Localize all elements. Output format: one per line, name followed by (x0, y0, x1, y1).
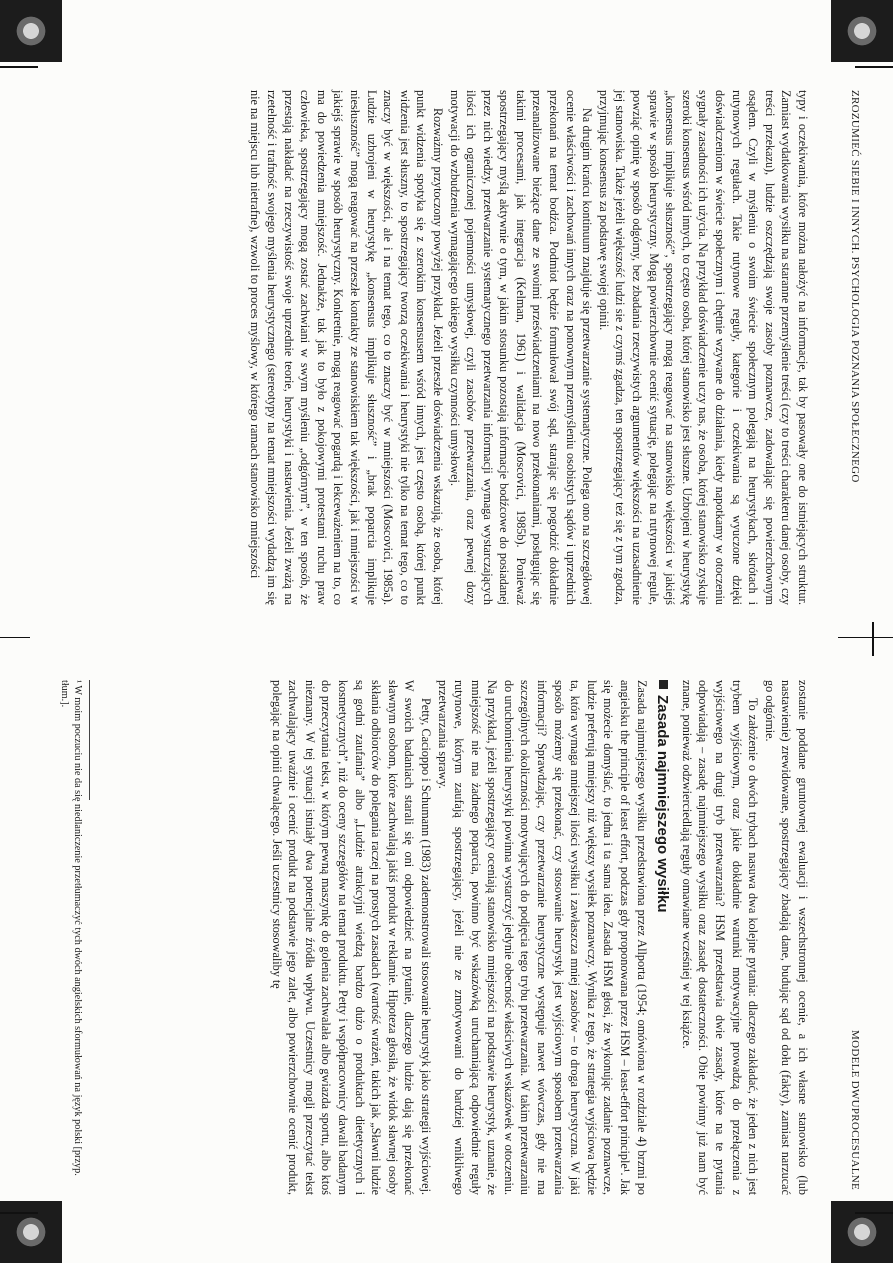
paragraph: To założenie o dwóch trybach nasuwa dwa kolejne pytania: dlaczego zakładać, że jeden z nich jest trybem wyjściowym, oraz jakie dokładnie warunki motywacyjne prowadzą do przełączenia z wyjściowego na drugi tryb przetwarzania? HSM przedstawia dwie zasady, które na te pytania odpowiadają – zasadę najmniejszego wysiłku oraz zasadę dostateczności. Obie powinny już nam być znane, ponieważ odzwierciedlają reguły omawiane wcześniej w tej książce. (679, 680, 761, 1195)
left-page-body (247, 90, 811, 605)
running-header-left: ZROZUMIEĆ SIEBIE I INNYCH. PSYCHOLOGIA POZNANIA SPOŁECZNEGO (849, 90, 861, 483)
paragraph: typy i oczekiwania, które można nałożyć na informacje, tak by pasowały one do istniejących struktur. Zamiast wydatkowania wysiłku na staranne przemyślenie treści (czy to treści charakteru danej osoby, czy treści przekazu), ludzie oszczędzają swoje zasoby poznawcze, zadowalając się powierzchownym osądem. Czyli w myśleniu o swoim świecie społecznym polegają na heurystykach, skrótach i rutynowych regułach. Takie rutynowe reguły, kategorie i oczekiwania są wyuczone dzięki doświadczeniom w świecie społecznym i chętnie wzywane do działania, kiedy napotkamy w otoczeniu sygnały zasadności ich użycia. Na przykład doświadczenie uczy nas, że osoba, której stanowisko zyskuje szeroki konsensus wśród innych, to często osoba, której stanowisko jest słuszne. Uzbrojeni w heurystykę „konsensus implikuje słuszność”, spostrzegający mogą reagować na stanowisko większości w jakiejś sprawie w sposób heurystyczny. Mogą powierzchownie ocenić sytuację, polegając na rutynowej regule, powziąć opinię w sposób odgórny, bez zbadania rzeczywistych argumentów większości na uzasadnienie jej stanowiska. Także jeżeli większość ludzi sie z czymś zgadza, ten spostrzegający też się z tym zgodza, przyjmując konsensus za podstawę swojej opinii. (596, 90, 810, 605)
paragraph: Na drugim krańcu kontinuum znajduje się przetwarzanie systematyczne. Polega ono na szczegółowej ocenie właściwości i zachowań innych oraz na ponownym przemyśleniu osobistych sądów i uprzednich przekonań na temat bodźca. Podmiot będzie formułował swój sąd, starając się pogodzić dokładnie przeanalizowane bieżące dane ze swoimi przeświadczeniami na nowo przekonaniami, posługując się takimi procesami, jak integracja (Kelman, 1961) i walidacja (Moscovici, 1985b). Ponieważ spostrzegający myślą aktywnie o tym, w jakim stosunku pozostają informacje bodźcowe do posiadanej przez nich wiedzy, przetwarzanie systematycznego przetwarzania informacji wymaga wystarczających ilości ich ograniczonej pojemności umysłowej, czyli zasobów przetwarzania, oraz pewnej dozy motywacji do wzbudzenia wymagającego takiego wysiłku czynności umysłowej. (447, 90, 595, 605)
right-book-page (0, 640, 893, 1240)
right-page-body (268, 680, 811, 1195)
paragraph: Petty, Cacioppo i Schumann (1983) zademonstrowali stosowanie heurystyk jako strategii wyjściowej. W swoich badaniach starali się oni odpowiedzieć na pytanie, dlaczego ludzie dają się przekonać sławnym osobom, które zachwalają jakiś produkt w reklamie. Hipoteza głosiła, że widok sławnej osoby skłania odbiorców do polegania raczej na prostych zasadach (wartość wrażeń, takich jak „Sławni ludzie są godni zaufania” albo „Ludzie atrakcyjni wiedzą bardzo dużo o produktach dietetycznych i kosmetycznych”, niż do oceny szczegółów na temat produktu. Petty i współpracownicy dawali badanym do przeczytania tekst, w którym pewną maszynkę do golenia zachwalała albo gwiazda sportu, albo ktoś nieznany. W tej sytuacji istniały dwa potencjalne źródła wpływu. Uczestnicy mogli przeczytać tekst zachwalający uważnie i ocenić produkt na podstawie jego zalet, albo powierzchownie ocenić produkt, polegając na opinii chwalącego. Jeśli uczestnicy stosowaliby tę (269, 680, 433, 1195)
section-heading (654, 680, 671, 1195)
paragraph: zostanie poddane gruntownej ewaluacji i wszechstronnej ocenie, a ich własne stanowisko (lub nastawienie) zrewidowane, spostrzegający zbadają dane, budując sąd od dołu (fakty), zamiast narzucać go odgórnie. (762, 680, 810, 1195)
square-bullet-icon (659, 680, 668, 689)
footnote-text: ¹ W moim poczuciu nie da się niedlaniczenie przetłumaczyć tych dwóch angielskich sformułowań na język polski [przyp. tłum.]. (59, 680, 83, 1176)
footnote-rule (89, 680, 90, 800)
paragraph: Zasada najmniejszego wysiłku przedstawiona przez Allporta (1954; omówiona w rozdziale 4) brzmi po angielsku the principle of least effort, podczas gdy proponowana przez HSM – least-effort principle¹. Jak się możecie domyślać, to jedna i ta sama idea. Zasada HSM głosi, że wykonując zadanie poznawcze, ludzie preferują mniejszy niż większy wysiłek poznawczy. Wynika z tego, że strategia wyjściowa będzie ta, która wymaga mniejszej ilości wysiłku i zawłaszcza mniej zasobów – to droga heurystyczna. W jaki sposób możemy się przekonać, czy stosowanie heurystyk jest wyjściowym sposobem przetwarzania informacji? Sprawdzając, czy przetwarzanie heurystyczne występuje nawet wówczas, gdy nie ma szczególnych okoliczności motywujących do podjęcia tego trybu przetwarzania. W takim przetwarzaniu do uruchomienia heurystyki powinna wystarczyć jedynie obecność właściwych wskazówek w otoczeniu. Na przykład, jeżeli spostrzegający oceniają stanowisko mniejszości na podstawie heurystyk, uznanie, że mniejszość nie ma żadnego poparcia, powinno być wskazówką uruchamiającą odpowiednie reguły rutynowe, którym zaufają spostrzegający, jeżeli nie ze zmotywowani do bardziej wnikliwego przetwarzania sprawy. (435, 680, 649, 1195)
footnote (58, 680, 90, 1195)
running-header-right: MODELE DWUPROCESUALNE (849, 1030, 861, 1190)
left-book-page (0, 20, 893, 620)
section-heading-text: Zasada najmniejszego wysiłku (654, 695, 672, 913)
paragraph: Rozważmy przytoczony powyżej przykład. Jeżeli przeszłe doświadczenia wskazują, że osoba, której punkt widzenia spotyka się z szerokim konsensusem wśród innych, jest często osobą, której punkt widzenia jest słuszny, to spostrzegający tworzą oczekiwania i heurystyki nie tylko na temat tego, co to znaczy być w większości, ale i na temat tego, co to znaczy być w mniejszości (Moscovici, 1985a). Ludzie uzbrojeni w heurystykę „konsensus implikuje słuszność” i „brak poparcia implikuje niesłuszność” mogą reagować na przeszłe kontakty ze stanowiskiem tak większości, jak i mniejszości w jakiejś sprawie w sposób heurystyczny. Konkretnie, mogą reagować pogardą i lekceważeniem na to, co ma do powiedzenia mniejszość. Jednakże, tak jak to było z pokojowymi protestami ruchu praw człowieka, spostrzegający mogą zostać zachwiani w swym myśleniu „odgórnym”, w ten sposób, że przestają nakładać na rzeczywistość swoje uprzednie teorie, heurystyki i nastawienia. Jeżeli zważą na rzetelność i trafność swojego myślenia heurystycznego (stereotypy na temat mniejszości wydadzą im się nie na miejscu lub nietrafne), wzwoli to proces myślowy, w którego ramach stanowisko mniejszości (248, 90, 445, 605)
